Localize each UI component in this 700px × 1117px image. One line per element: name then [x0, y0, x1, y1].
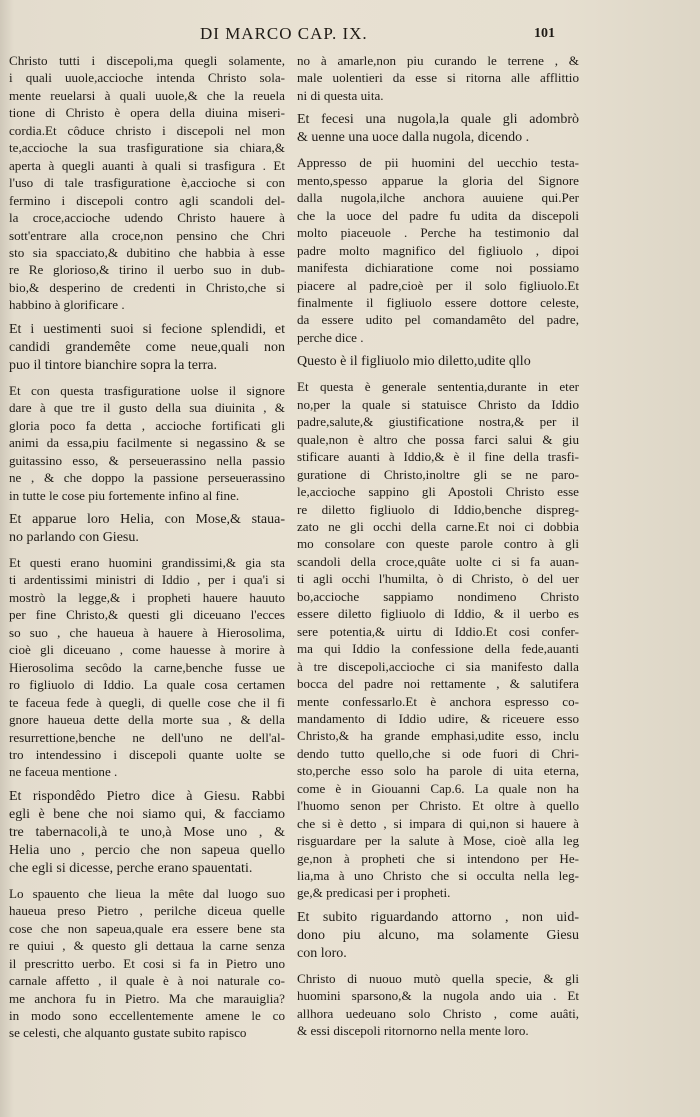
- right-column: [297, 52, 579, 1047]
- text-line: bo,accioche sappiamo nondimeno Christo: [297, 588, 579, 604]
- text-line: mandamento di Iddio udire, & riceuere esso: [297, 710, 579, 726]
- text-line: che si è detto , si impara di qui,non si hauere à: [297, 815, 579, 831]
- page-number: 101: [534, 26, 555, 41]
- text-line: mento,spesso apparue la gloria del Signore: [297, 172, 579, 188]
- text-line: quale,non è altro che possa farci salui & giu: [297, 431, 579, 447]
- text-line: da essere udito pel comandamêto del padre,: [297, 312, 579, 328]
- text-line: candidi grandemête come neue,quali non: [9, 339, 285, 355]
- text-line: sere potentia,& uirtu di Iddio.Et cosi confer-: [297, 623, 579, 639]
- text-line: & uenne una uoce dalla nugola, dicendo .: [297, 130, 530, 146]
- text-line: con loro.: [297, 945, 347, 961]
- text-line: Et fecesi una nugola,la quale gli adombrò: [297, 112, 579, 128]
- text-line: la croce,accioche udendo Christo hauere à: [9, 210, 285, 226]
- text-line: il prescritto uerbo. Et cosi si fa in Pietro uno: [9, 955, 285, 971]
- text-line: scandoli della croce,quâte uolte ci si fa auan-: [297, 553, 579, 569]
- text-line: mo consolare con queste parole contro à gli: [297, 536, 579, 552]
- text-line: allhora uedeuano solo Christo , come auâti,: [297, 1005, 579, 1021]
- text-line: Christo di nuouo mutò quella specie, & gli: [297, 970, 579, 986]
- text-line: padre molto magnifico del figliuolo , dipoi: [297, 242, 579, 258]
- text-line: sto sia spacciato,& dubitino che habbia à esse: [9, 244, 285, 260]
- text-line: no parlando con Giesu.: [9, 529, 139, 545]
- text-line: ma qui Iddio la confessione della fede,auanti: [297, 641, 579, 657]
- text-line: Et rispondêdo Pietro dice à Giesu. Rabbi: [9, 788, 285, 804]
- text-line: ge,& predicasi per i propheti.: [297, 885, 451, 901]
- text-line: Et apparue loro Helia, con Mose,& staua-: [9, 511, 285, 527]
- text-line: i quali uuole,accioche intenda Christo sola-: [9, 70, 285, 86]
- text-line: sto,perche esso solo ha parole di uita eterna,: [297, 763, 579, 779]
- text-line: no à amarle,non piu curando le terrene , &: [297, 53, 579, 68]
- text-line: bocca del padre noi rettamente , & salutifera: [297, 676, 579, 692]
- text-line: essere diletto figliuolo di Iddio, & il uerbo es: [297, 606, 579, 622]
- text-line: l'huomo senon per Christo. Et oltre à quello: [297, 798, 579, 814]
- text-line: aperta à quegli auanti à quali si trasfigura . Et: [9, 157, 285, 173]
- text-line: che egli si dicesse, perche erano spauentati.: [9, 860, 253, 876]
- text-line: no,per la quale si statuisce Christo da Iddio: [297, 396, 579, 412]
- text-line: te,accioche la sua trasfiguratione sia chiara,&: [9, 140, 285, 156]
- text-line: cose che non sapeua,quale era essere bene sta: [9, 920, 285, 936]
- text-line: ge,non à propheti che si intendono per He-: [297, 850, 579, 866]
- text-line: ne faceua mentione .: [9, 764, 118, 780]
- text-line: molto piaceuole . Perche ha testimonio dal: [297, 225, 579, 241]
- text-line: gnore haueua dette della morte sua , & della: [9, 712, 285, 728]
- text-line: dare à que tre il gusto della sua diuinita , &: [9, 400, 285, 416]
- text-line: habbino à glorificare .: [9, 297, 125, 313]
- text-line: dalla nugola,ilche anchora auuiene qui.Per: [297, 190, 579, 206]
- text-line: animi da essa,piu facilmente si negassino & se: [9, 435, 285, 451]
- text-line: Christo tutti i discepoli,ma quegli solamente,: [9, 53, 285, 68]
- text-line: mente reuelarsi à quali uuole,& che la reuela: [9, 87, 285, 103]
- text-line: fermino i discepoli contro agli scandoli del-: [9, 192, 285, 208]
- text-line: tre tabernacoli,à te uno,à Mose uno , &: [9, 824, 285, 840]
- text-line: zato ne gli occhi della carne.Et noi ci dobbia: [297, 518, 579, 534]
- gospel-verse: [297, 353, 579, 371]
- running-head: DI MARCO CAP. IX.: [200, 24, 368, 43]
- text-line: à tre discepoli,accioche ci sia manifesto dalla: [297, 658, 579, 674]
- text-line: sott'entrare alla croce,non pensino che Chri: [9, 227, 285, 243]
- text-line: dendo tutto quello,che si ode fuori di Chri-: [297, 745, 579, 761]
- text-line: risguardare per la salute à Mose, cioè alla leg: [297, 833, 579, 849]
- gospel-verse: [9, 788, 285, 878]
- text-line: ni di questa uita.: [297, 87, 384, 103]
- commentary-paragraph: [9, 382, 285, 504]
- commentary-paragraph: [297, 970, 579, 1040]
- commentary-paragraph: [297, 378, 579, 902]
- text-line: & essi discepoli ritornorno nella mente loro.: [297, 1023, 529, 1039]
- text-line: Appresso de pii huomini del uecchio testa-: [297, 155, 579, 171]
- text-line: manifesta dichiaratione come noi possiamo: [297, 260, 579, 276]
- text-line: puo il tintore bianchire sopra la terra.: [9, 357, 217, 373]
- text-line: Christo,& ha grande emphasi,udite esso, inclu: [297, 728, 579, 744]
- gospel-verse: [297, 909, 579, 963]
- text-line: cioè gli diceuano , come hauesse à morire à: [9, 642, 285, 658]
- text-line: l'uso di tale trasfiguratione è,accioche si con: [9, 175, 285, 191]
- text-line: bio,& desperino de credenti in Christo,che si: [9, 279, 285, 295]
- text-line: egli è bene che noi siamo qui, & facciamo: [9, 806, 285, 822]
- text-line: stificare auanti à Iddio,& è il fine della trasfi-: [297, 449, 579, 465]
- text-line: in modo sono eccellentemente amene le co: [9, 1008, 285, 1024]
- text-line: huomini sparsono,& la nugola ando uia . Et: [297, 988, 579, 1004]
- text-line: carnale affetto , il quale è à noi naturale co-: [9, 973, 285, 989]
- text-line: piacere al padre,cioè per il solo figliuolo.Et: [297, 277, 579, 293]
- text-line: ro figliuolo di Iddio. La quale cosa certamen: [9, 677, 285, 693]
- text-line: haueua preso Pietro , perilche diceua quelle: [9, 903, 285, 919]
- left-column: [9, 52, 285, 1049]
- text-line: re Re glorioso,& tirino il uerbo suo in dub-: [9, 262, 285, 278]
- gospel-verse: [9, 321, 285, 375]
- text-line: Questo è il figliuolo mio diletto,udite qllo: [297, 354, 531, 370]
- text-line: tione di Christo è opera della diuina miseri-: [9, 105, 285, 121]
- text-line: male uolentieri da esse si ritorna alle afflittio: [297, 70, 579, 86]
- text-line: guratione di Christo,inoltre gli se ne paro-: [297, 466, 579, 482]
- text-line: mente confessarlo.Et è anchora espresso co-: [297, 693, 579, 709]
- text-line: ne , & che doppo la passione perseuerassino: [9, 470, 285, 486]
- text-line: finalmente il figliuolo essere dottore celeste,: [297, 294, 579, 310]
- commentary-paragraph: [9, 52, 285, 314]
- text-line: per fine Christo,& questi gli diceuano l'ecces: [9, 607, 285, 623]
- text-line: dono piu alcuno, ma solamente Giesu: [297, 927, 579, 943]
- page-header: [0, 24, 700, 46]
- commentary-paragraph: [297, 154, 579, 346]
- text-line: mostrò la legge,& i propheti hauere hauuto: [9, 589, 285, 605]
- gospel-verse: [297, 111, 579, 147]
- text-line: che la uoce del padre fu udita da discepoli: [297, 207, 579, 223]
- text-line: Et questa è generale sententia,durante in eter: [297, 379, 579, 395]
- gospel-verse: [9, 511, 285, 547]
- text-line: Et questi erano huomini grandissimi,& gia sta: [9, 554, 285, 570]
- text-line: te faceua fede à quegli, di quelle cose che il fi: [9, 694, 285, 710]
- text-line: Lo spauento che lieua la mête dal luogo suo: [9, 885, 285, 901]
- text-line: padre,salute,& giustificatione nostra,& per il: [297, 414, 579, 430]
- text-line: Helia uno , percio che non sapeua quello: [9, 842, 285, 858]
- text-line: Et con questa trasfiguratione uolse il signore: [9, 382, 285, 398]
- text-line: re quiui , & questo gli dettaua la carne senza: [9, 938, 285, 954]
- text-line: lia,ma à uno Christo che si occulta nella leg-: [297, 868, 579, 884]
- text-line: ti ardentissimi ministri di Iddio , per i qua'i si: [9, 572, 285, 588]
- text-line: Et i uestimenti suoi si fecione splendidi, et: [9, 321, 285, 337]
- commentary-paragraph: [9, 885, 285, 1042]
- text-line: re diletto figliuolo di Iddio,benche dispreg-: [297, 501, 579, 517]
- commentary-paragraph: [297, 52, 579, 104]
- text-line: me anchora fu in Pietro. Ma che marauiglia?: [9, 990, 285, 1006]
- text-line: cordia.Et côduce christo i discepoli nel mon: [9, 122, 285, 138]
- text-line: le,accioche sappino gli Apostoli Christo esse: [297, 484, 579, 500]
- text-line: gloria poco fa detta , accioche fortificati gli: [9, 417, 285, 433]
- text-line: resurrettione,benche ne dell'uno ne dell'al-: [9, 729, 285, 745]
- text-line: se celesti, che alquanto gustate subito rapisco: [9, 1025, 247, 1041]
- text-line: Hierosolima secôdo la carne,benche fusse ue: [9, 659, 285, 675]
- text-line: ti agli occhi l'humilta, ò di Christo, ò del uer: [297, 571, 579, 587]
- text-line: in tutte le cose piu fortemente infino al fine.: [9, 487, 240, 503]
- text-line: guitassino esso, & perseuerassino nella passio: [9, 452, 285, 468]
- text-line: Et subito riguardando attorno , non uid-: [297, 909, 579, 925]
- commentary-paragraph: [9, 554, 285, 781]
- text-line: come è in Giouanni Cap.6. La quale non ha: [297, 780, 579, 796]
- text-line: perche dice .: [297, 329, 364, 345]
- text-line: tro intendessino i discepoli quante uolte se: [9, 746, 285, 762]
- text-line: so suo , che haueua à hauere à Hierosolima,: [9, 624, 285, 640]
